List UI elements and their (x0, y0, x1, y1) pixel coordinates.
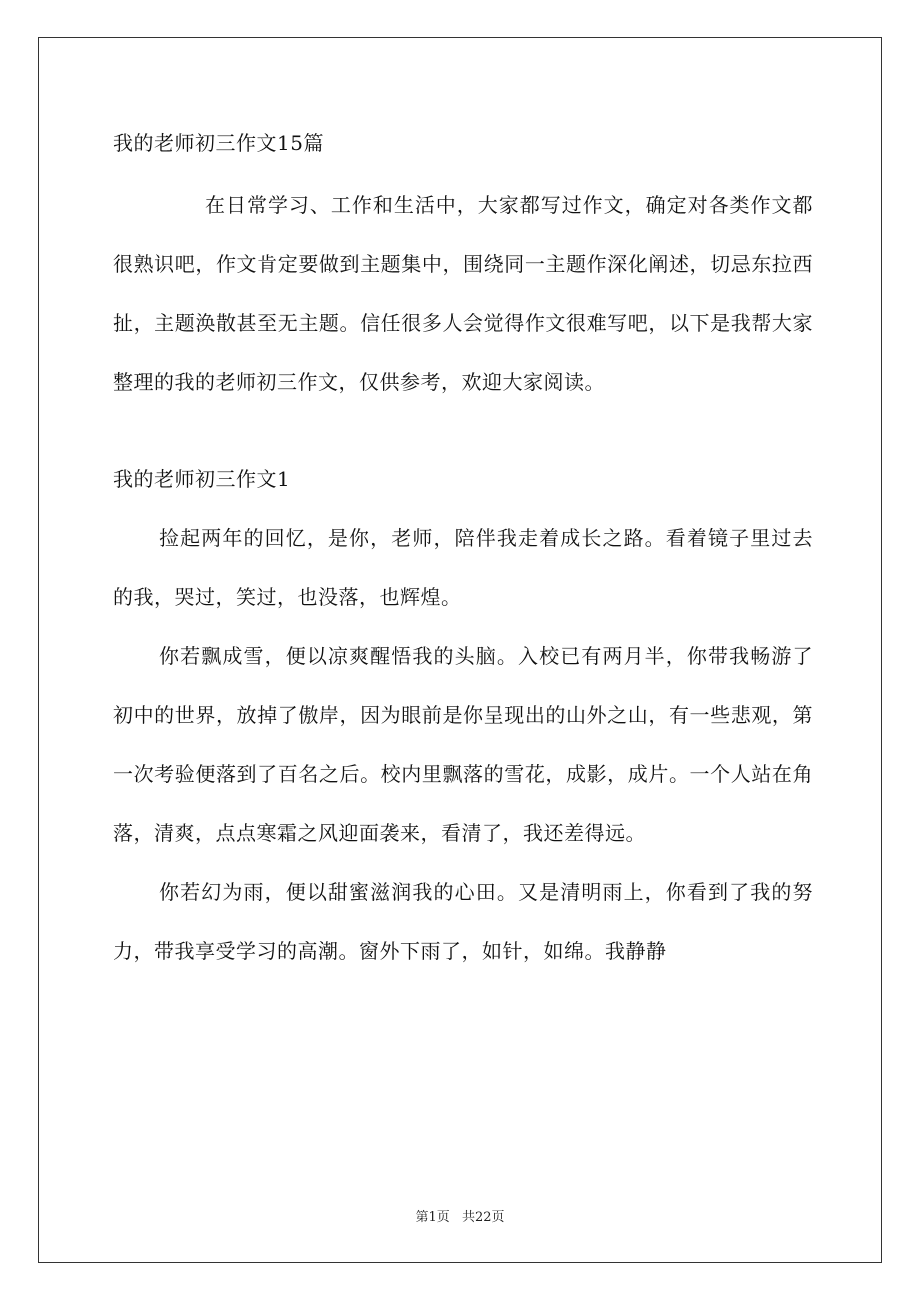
section-title: 我的老师初三作文1 (113, 467, 291, 491)
intro-paragraph: 在日常学习、工作和生活中，大家都写过作文，确定对各类作文都很熟识吧，作文肯定要做到主题集中，围绕同一主题作深化阐述，切忌东拉西扯，主题涣散甚至无主题。信任很多人会觉得作文很难写吧，以下是我帮大家整理的我的老师初三作文，仅供参考，欢迎大家阅读。 (113, 193, 813, 394)
document-title: 我的老师初三作文15篇 (113, 131, 324, 155)
document-body (113, 124, 813, 981)
body-paragraph-2: 你若飘成雪，便以凉爽醒悟我的头脑。入校已有两月半，你带我畅游了初中的世界，放掉了傲岸，因为眼前是你呈现出的山外之山，有一些悲观，第一次考验便落到了百名之后。校内里飘落的雪花，成影，成片。一个人站在角落，清爽，点点寒霜之风迎面袭来，看清了，我还差得远。 (113, 644, 813, 845)
page-number: 第1页 (415, 1210, 450, 1225)
page-footer (0, 1206, 920, 1225)
page-total: 共22页 (461, 1210, 505, 1225)
body-paragraph-3: 你若幻为雨，便以甜蜜滋润我的心田。又是清明雨上，你看到了我的努力，带我享受学习的高潮。窗外下雨了，如针，如绵。我静静 (113, 880, 813, 963)
body-paragraph-1: 捡起两年的回忆，是你，老师，陪伴我走着成长之路。看着镜子里过去的我，哭过，笑过，也没落，也辉煌。 (113, 526, 813, 609)
